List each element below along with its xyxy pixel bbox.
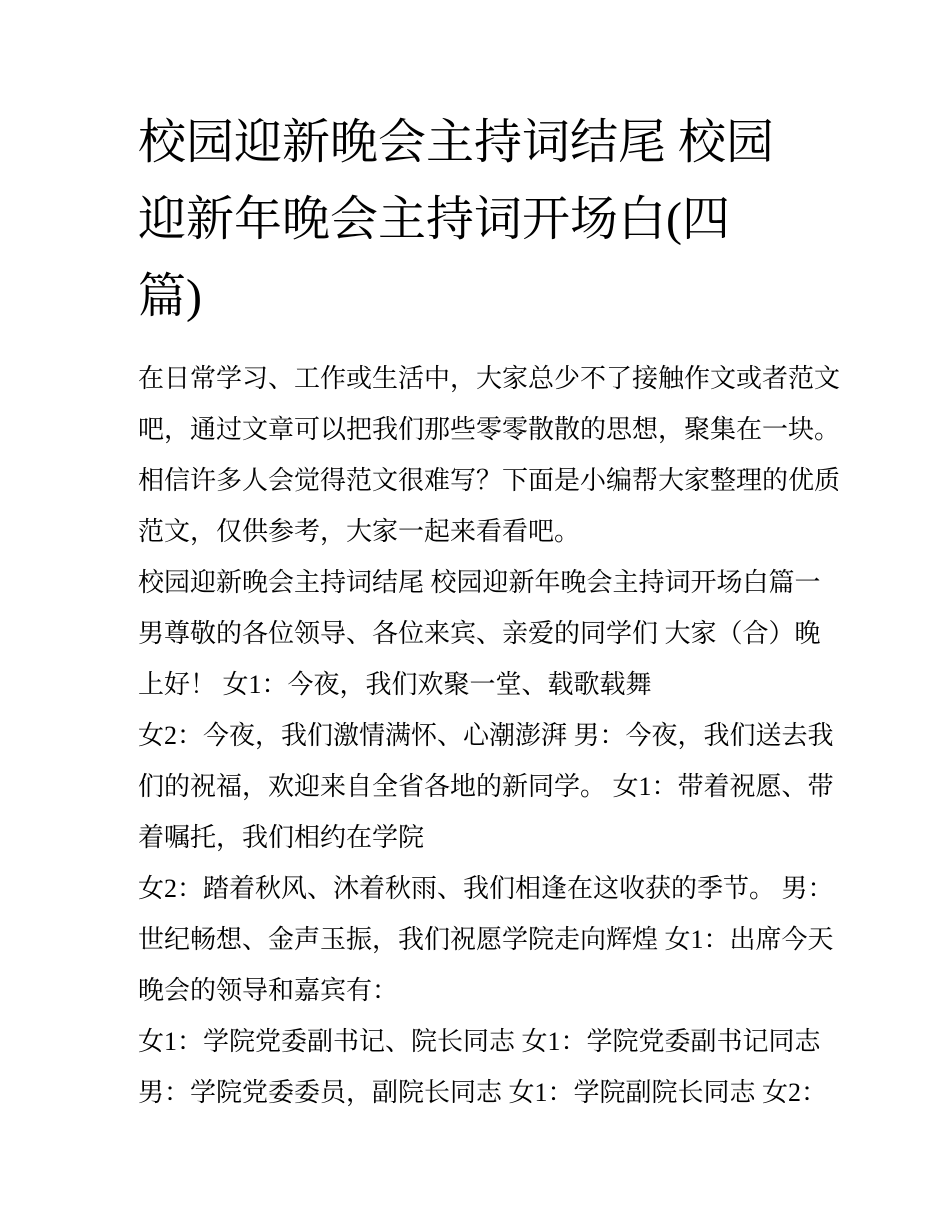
body-line: 女2：今夜，我们激情满怀、心潮澎湃 男：今夜，我们送去我 — [138, 721, 834, 750]
body-line: 们的祝福，欢迎来自全省各地的新同学。 女1：带着祝愿、带 — [138, 772, 834, 801]
body-line: 着嘱托，我们相约在学院 — [138, 823, 425, 852]
body-line: 晚会的领导和嘉宾有： — [138, 976, 399, 1005]
body-line: 男：学院党委委员，副院长同志 女1：学院副院长同志 女2： — [138, 1078, 828, 1107]
body-line: 吧，通过文章可以把我们那些零零散散的思想，聚集在一块。 — [138, 415, 841, 444]
document-body — [138, 353, 950, 1118]
body-line: 相信许多人会觉得范文很难写？下面是小编帮大家整理的优质 — [138, 466, 841, 495]
title-line: 迎新年晚会主持词开场白(四 — [138, 193, 730, 246]
body-line: 女1：学院党委副书记、院长同志 女1：学院党委副书记同志 — [138, 1027, 821, 1056]
title-line: 校园迎新晚会主持词结尾 校园 — [138, 116, 775, 169]
body-line: 世纪畅想、金声玉振，我们祝愿学院走向辉煌 女1：出席今天 — [138, 925, 834, 954]
body-line: 范文，仅供参考，大家一起来看看吧。 — [138, 517, 581, 546]
document-title — [138, 104, 950, 335]
body-line: 男尊敬的各位领导、各位来宾、亲爱的同学们 大家（合）晚 — [138, 619, 821, 648]
body-line: 在日常学习、工作或生活中，大家总少不了接触作文或者范文 — [138, 364, 841, 393]
title-line: 篇) — [138, 270, 202, 323]
body-line: 女2：踏着秋风、沐着秋雨、我们相逢在这收获的季节。 男： — [138, 874, 834, 903]
body-line: 上好！ 女1：今夜，我们欢聚一堂、载歌载舞 — [138, 670, 652, 699]
body-line: 校园迎新晚会主持词结尾 校园迎新年晚会主持词开场白篇一 — [138, 568, 821, 597]
